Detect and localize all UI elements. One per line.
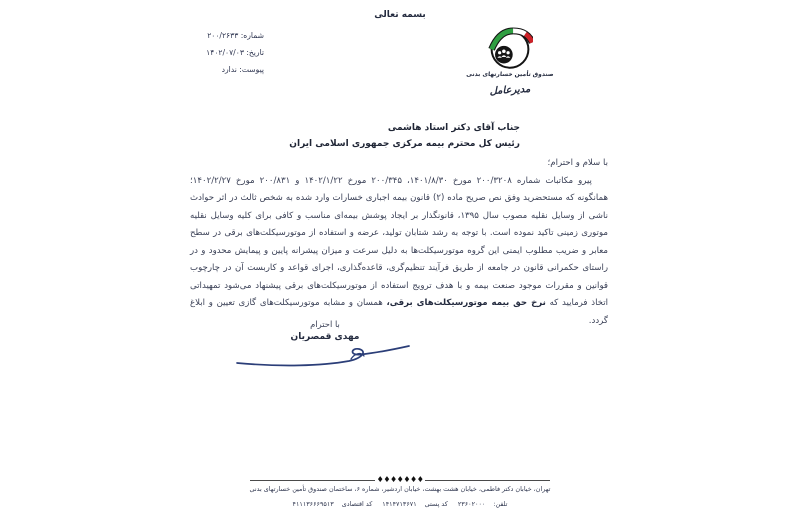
signer-name: مهدی قمصریان: [290, 332, 360, 342]
ref-date-value: ۱۴۰۲/۰۷/۰۳: [206, 48, 244, 57]
ref-number-row: [190, 27, 264, 44]
ref-number-value: ۲۰۰/۲۶۳۳: [207, 31, 239, 40]
econ-label: کد اقتصادی: [341, 500, 373, 508]
people-icon: [495, 46, 513, 64]
body-text-2: همسان و مشابه موتورسیکلت‌های گازی تعیین و ابلاغ گردد.: [190, 298, 608, 326]
ref-date-label: تاریخ:: [246, 48, 264, 57]
footer-address: تهران، خیابان دکتر فاطمی، خیابان هشت بهشت، خیابان اردشیر، شماره ۶، ساختمان صندوق تأمین خسارتهای بدنی: [249, 485, 551, 493]
salutation: با سلام و احترام؛: [547, 158, 608, 168]
ref-attachment-row: [190, 61, 264, 78]
body-text-bold: نرخ حق بیمه موتورسیکلت‌های برقی،: [386, 298, 546, 308]
separator-line-right: [425, 480, 550, 481]
separator-line-left: [250, 480, 375, 481]
footer-separator: [250, 476, 550, 484]
recipient-block: [280, 121, 520, 152]
reference-block: [190, 27, 264, 78]
recipient-title: رئیس کل محترم بیمه مرکزی جمهوری اسلامی ایران: [289, 138, 520, 149]
besmele-heading: بسمه تعالی: [374, 10, 426, 20]
phone-label: تلفن:: [493, 500, 508, 508]
signer-title-script: مدیرعامل: [489, 83, 531, 98]
fund-logo-icon: [487, 24, 533, 70]
letter-body: [190, 155, 608, 330]
ref-number-label: شماره:: [240, 31, 264, 40]
closing-block: [235, 319, 415, 342]
ref-attachment-label: پیوست:: [239, 65, 264, 74]
postal-label: کد پستی: [424, 500, 448, 508]
closing-respect: با احترام: [310, 319, 340, 329]
ref-date-row: [190, 44, 264, 61]
org-name: صندوق تأمین خسارتهای بدنی: [465, 71, 555, 78]
body-paragraph: [190, 173, 608, 331]
econ-value: ۴۱۱۱۳۶۶۶۹۵۱۳: [292, 500, 334, 508]
body-text-1: پیرو مکاتبات شماره ۲۰۰/۳۲۰۸ مورخ ۱۴۰۱/۸/۳۰، ۲۰۰/۳۴۵ مورخ ۱۴۰۲/۱/۲۲ و ۲۰۰/۸۳۱ مورخ ۱۴۰۲/۲/۲۷؛ همانگونه که مستحضرید وفق نص صریح ماده (۲) قانون بیمه اجباری خسارات وارد شده به شخص ثالث در اثر حوادث ناشی از وسایل نقلیه مصوب سال ۱۳۹۵، قانونگذار بر ایجاد پوشش بیمه‌ای مناسب و کافی برای کلیه وسایل نقلیه موتوری زمینی تاکید نموده است. با توجه به رشد شتابان تولید، عرضه و استفاده از موتورسیکلت‌های برقی در سطح معابر و ضریب مطلوب ایمنی این گروه موتورسیکلت‌ها به دلیل سرعت و میزان پیشرانه پایین و پیمایش محدود و در راستای حکمرانی قانون در جامعه از طریق فرآیند تنظیم‌گری، قاعده‌گذاری، اجرای قواعد و کاربست آن در چارچوب قوانین و مقررات موجود صنعت بیمه و با هدف ترویج استفاده از موتورسیکلت‌های برقی پیشنهاد می‌شود تمهیداتی اتخاذ فرمایید که: [190, 175, 609, 308]
diamond-ornament: ♦♦♦♦♦♦♦: [376, 475, 424, 484]
recipient-name: جناب آقای دکتر استاد هاشمی: [387, 123, 520, 133]
footer-contact: [190, 500, 610, 508]
postal-value: ۱۴۱۴۷۱۳۶۷۱: [382, 500, 417, 508]
ref-attachment-value: ندارد: [221, 65, 237, 74]
signature-icon: [233, 339, 417, 369]
phone-value: ۲۳۶۰۲۰۰۰: [457, 500, 486, 508]
